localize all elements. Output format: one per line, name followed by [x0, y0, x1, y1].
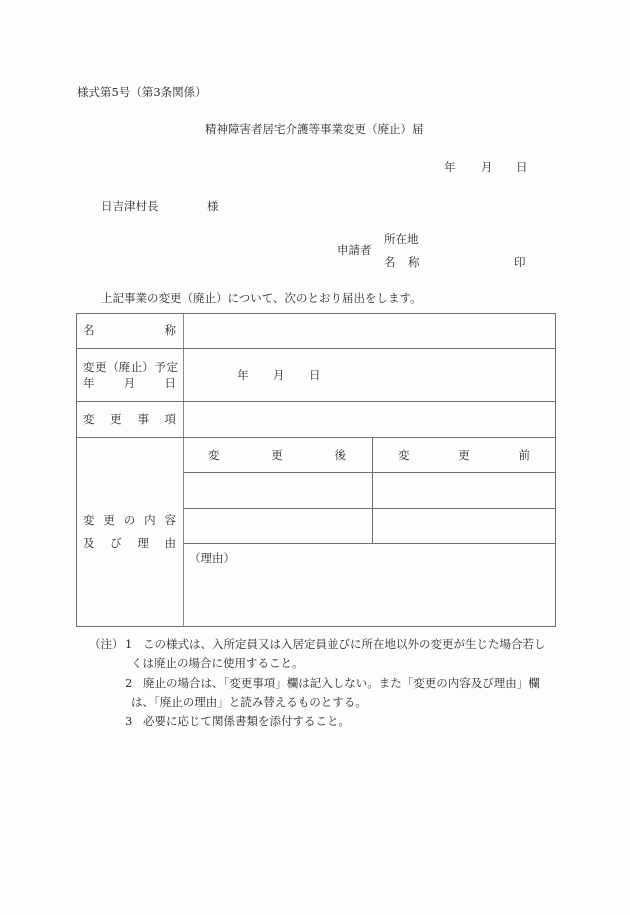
change-details-label-line1 — [83, 513, 176, 527]
note-2-line2: は、「廃止の理由」と読み替えるものとする。 — [131, 695, 367, 709]
change-item-label — [83, 412, 176, 426]
form-number: 様式第5号（第3条関係） — [77, 85, 207, 99]
note-1-line1: この様式は、入所定員又は入居定員並びに所在地以外の変更が生じた場合若し — [143, 637, 546, 651]
addressee-name: 日吉津村長 — [101, 199, 159, 213]
submission-month-label: 月 — [481, 160, 493, 174]
label-char: 更 — [103, 513, 115, 527]
seal-mark: 印 — [514, 255, 526, 269]
label-char: 年 — [83, 376, 95, 390]
note-1-line2: くは廃止の場合に使用すること。 — [131, 656, 304, 670]
label-char: 由 — [164, 536, 176, 550]
label-char: 更 — [95, 360, 107, 374]
document-title: 精神障害者居宅介護等事業変更（廃止）届 — [205, 122, 424, 136]
change-details-label-line2 — [83, 536, 176, 550]
submission-year-label: 年 — [444, 160, 456, 174]
applicant-name-label-2: 称 — [408, 255, 420, 269]
label-char: 理 — [137, 536, 149, 550]
row-divider — [76, 401, 556, 402]
label-char: 名 — [83, 323, 95, 337]
after-change-field-2[interactable] — [186, 511, 368, 541]
applicant-address-label: 所在地 — [384, 232, 419, 246]
header-char: 変 — [398, 448, 410, 462]
label-char: 変 — [83, 513, 95, 527]
label-column-divider — [183, 313, 184, 627]
notes-prefix: （注） — [89, 637, 124, 651]
note-2-line1: 廃止の場合は、「変更事項」欄は記入しない。また「変更の内容及び理由」欄 — [143, 676, 540, 690]
row-divider — [76, 348, 556, 349]
header-char: 後 — [334, 448, 346, 462]
label-char: （廃 — [107, 360, 131, 374]
addressee-honorific: 様 — [207, 199, 219, 213]
label-char: 変 — [83, 412, 95, 426]
label-char: 項 — [164, 412, 176, 426]
before-change-header — [398, 448, 530, 462]
label-char: 及 — [83, 536, 95, 550]
label-char: 変 — [83, 360, 95, 374]
header-char: 更 — [271, 448, 283, 462]
before-change-field-2[interactable] — [376, 511, 552, 541]
applicant-label: 申請者 — [337, 243, 372, 257]
label-char: 定 — [166, 360, 178, 374]
scheduled-year-label: 年 — [237, 368, 249, 382]
label-char: 容 — [164, 513, 176, 527]
after-change-field-1[interactable] — [186, 475, 368, 505]
scheduled-date-label-line2 — [83, 376, 176, 390]
label-char: び — [110, 536, 122, 550]
submission-day-label: 日 — [516, 160, 528, 174]
row-divider — [183, 543, 556, 544]
header-char: 前 — [518, 448, 530, 462]
scheduled-month-label: 月 — [273, 368, 285, 382]
label-char: 予 — [154, 360, 166, 374]
reason-label: （理由） — [189, 551, 235, 565]
label-char: 内 — [144, 513, 156, 527]
label-char: 称 — [164, 323, 176, 337]
after-change-header — [208, 448, 346, 462]
note-3-line1: 必要に応じて関係書類を添付すること。 — [143, 714, 350, 728]
label-char: 事 — [137, 412, 149, 426]
before-change-field-1[interactable] — [376, 475, 552, 505]
header-char: 更 — [458, 448, 470, 462]
intro-text: 上記事業の変更（廃止）について、次のとおり届出をします。 — [101, 291, 422, 305]
note-3-number: 3 — [125, 714, 133, 728]
label-char: の — [123, 513, 136, 527]
scheduled-day-label: 日 — [309, 368, 321, 382]
name-field[interactable] — [186, 316, 552, 346]
name-row-label — [83, 323, 176, 337]
row-divider — [76, 437, 556, 438]
row-divider — [183, 472, 556, 473]
label-char: 止） — [130, 360, 154, 374]
applicant-name-label-1: 名 — [384, 255, 396, 269]
header-char: 変 — [208, 448, 220, 462]
before-after-divider — [372, 437, 373, 543]
scheduled-date-label-line1 — [83, 360, 178, 374]
label-char: 更 — [110, 412, 122, 426]
label-char: 日 — [164, 376, 176, 390]
row-divider — [183, 508, 556, 509]
label-char: 月 — [123, 376, 136, 390]
note-2-number: 2 — [125, 676, 133, 690]
reason-field[interactable] — [186, 568, 552, 623]
note-1-number: 1 — [125, 637, 133, 651]
change-item-field[interactable] — [186, 404, 552, 434]
